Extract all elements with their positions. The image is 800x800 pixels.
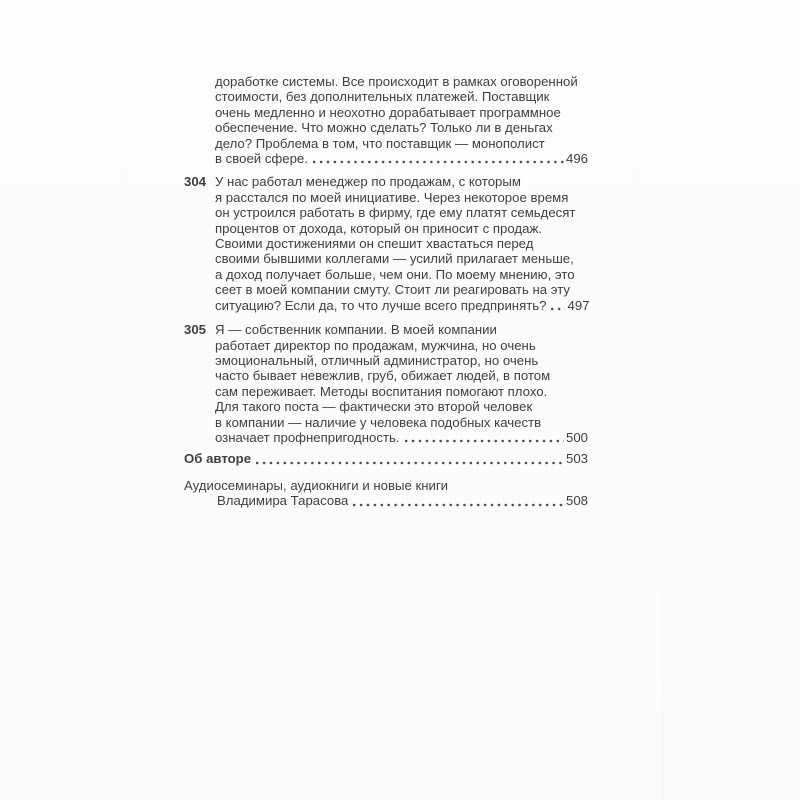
entry-text-line: работает директор по продажам, мужчина, но очень	[215, 337, 536, 353]
entry-text-line: стоимости, без дополнительных платежей. Поставщик	[215, 89, 550, 105]
entry-page-number: 497	[567, 297, 590, 313]
entry-page-number: 500	[565, 429, 588, 445]
dotted-leader	[313, 160, 564, 164]
page-edge-shadow	[662, 592, 663, 800]
entry-number: 305	[184, 322, 207, 338]
entry-text-line: процентов от дохода, который он приносит с продаж.	[215, 220, 542, 236]
entry-text-line: доработке системы. Все происходит в рамках оговоренной	[215, 74, 578, 89]
entry-text-line: У нас работал менеджер по продажам, с которым	[215, 174, 521, 190]
entry-page-number: 503	[565, 451, 588, 467]
entry-text-line: Я — собственник компании. В моей компании	[215, 322, 497, 338]
toc-entry-audioseminars	[184, 478, 588, 509]
entry-last-line-text: ситуацию? Если да, то что лучше всего предпринять?	[215, 297, 547, 313]
entry-last-line	[184, 451, 588, 466]
entry-text-lines	[215, 74, 588, 151]
entry-page-number: 496	[565, 151, 588, 167]
entry-text-line: в компании — наличие у человека подобных качеств	[215, 414, 542, 430]
entry-text-line: я расстался по моей инициативе. Через некоторое время	[215, 189, 569, 205]
entry-last-line-text: в своей сфере.	[215, 151, 308, 167]
entry-text-line: дело? Проблема в том, что поставщик — монополист	[215, 135, 545, 151]
toc-entry-304	[184, 174, 588, 313]
entry-text-line: Аудиосеминары, аудиокниги и новые книги	[184, 477, 449, 493]
entry-text-line: своими бывшими коллегами — усилий прилагает меньше,	[215, 251, 574, 267]
dotted-leader	[405, 439, 564, 443]
entry-text-lines	[215, 322, 588, 430]
entry-last-line-text: Владимира Тарасова	[217, 493, 349, 509]
entry-text-line: Для такого поста — фактически это второй человек	[215, 399, 533, 415]
entry-last-line-text: означает профнепригодность.	[215, 429, 400, 445]
entry-number: 304	[184, 174, 207, 190]
toc-entry-about-author	[184, 451, 588, 466]
toc-entry-continuation	[184, 74, 588, 166]
entry-text-lines	[184, 478, 588, 493]
dotted-leader	[551, 307, 565, 311]
dotted-leader	[353, 503, 564, 507]
entry-text-line: а доход получает больше, чем они. По моему мнению, это	[215, 266, 575, 282]
entry-page-number: 508	[565, 493, 588, 509]
entry-last-line	[215, 298, 588, 313]
entry-last-line	[215, 430, 588, 445]
table-of-contents	[184, 74, 588, 509]
entry-last-line	[215, 151, 588, 166]
toc-entry-305	[184, 322, 588, 445]
entry-text-line: сам переживает. Методы воспитания помогают плохо.	[215, 383, 548, 399]
entry-last-line-text: Об авторе	[184, 451, 252, 467]
entry-text-line: сеет в моей компании смуту. Стоит ли реагировать на эту	[215, 282, 570, 298]
entry-text-line: обеспечение. Что можно сделать? Только ли в деньгах	[215, 120, 553, 136]
entry-text-line: очень медленно и неохотно дорабатывает программное	[215, 104, 561, 120]
entry-text-line: Своими достижениями он спешит хвастаться перед	[215, 236, 534, 252]
entry-last-line	[217, 493, 588, 508]
entry-text-lines	[215, 174, 588, 297]
entry-text-line: часто бывает невежлив, груб, обижает людей, в потом	[215, 368, 551, 384]
entry-text-line: эмоциональный, отличный администратор, но очень	[215, 352, 539, 368]
dotted-leader	[256, 461, 564, 465]
entry-text-line: он устроился работать в фирму, где ему платят семьдесят	[215, 205, 576, 221]
